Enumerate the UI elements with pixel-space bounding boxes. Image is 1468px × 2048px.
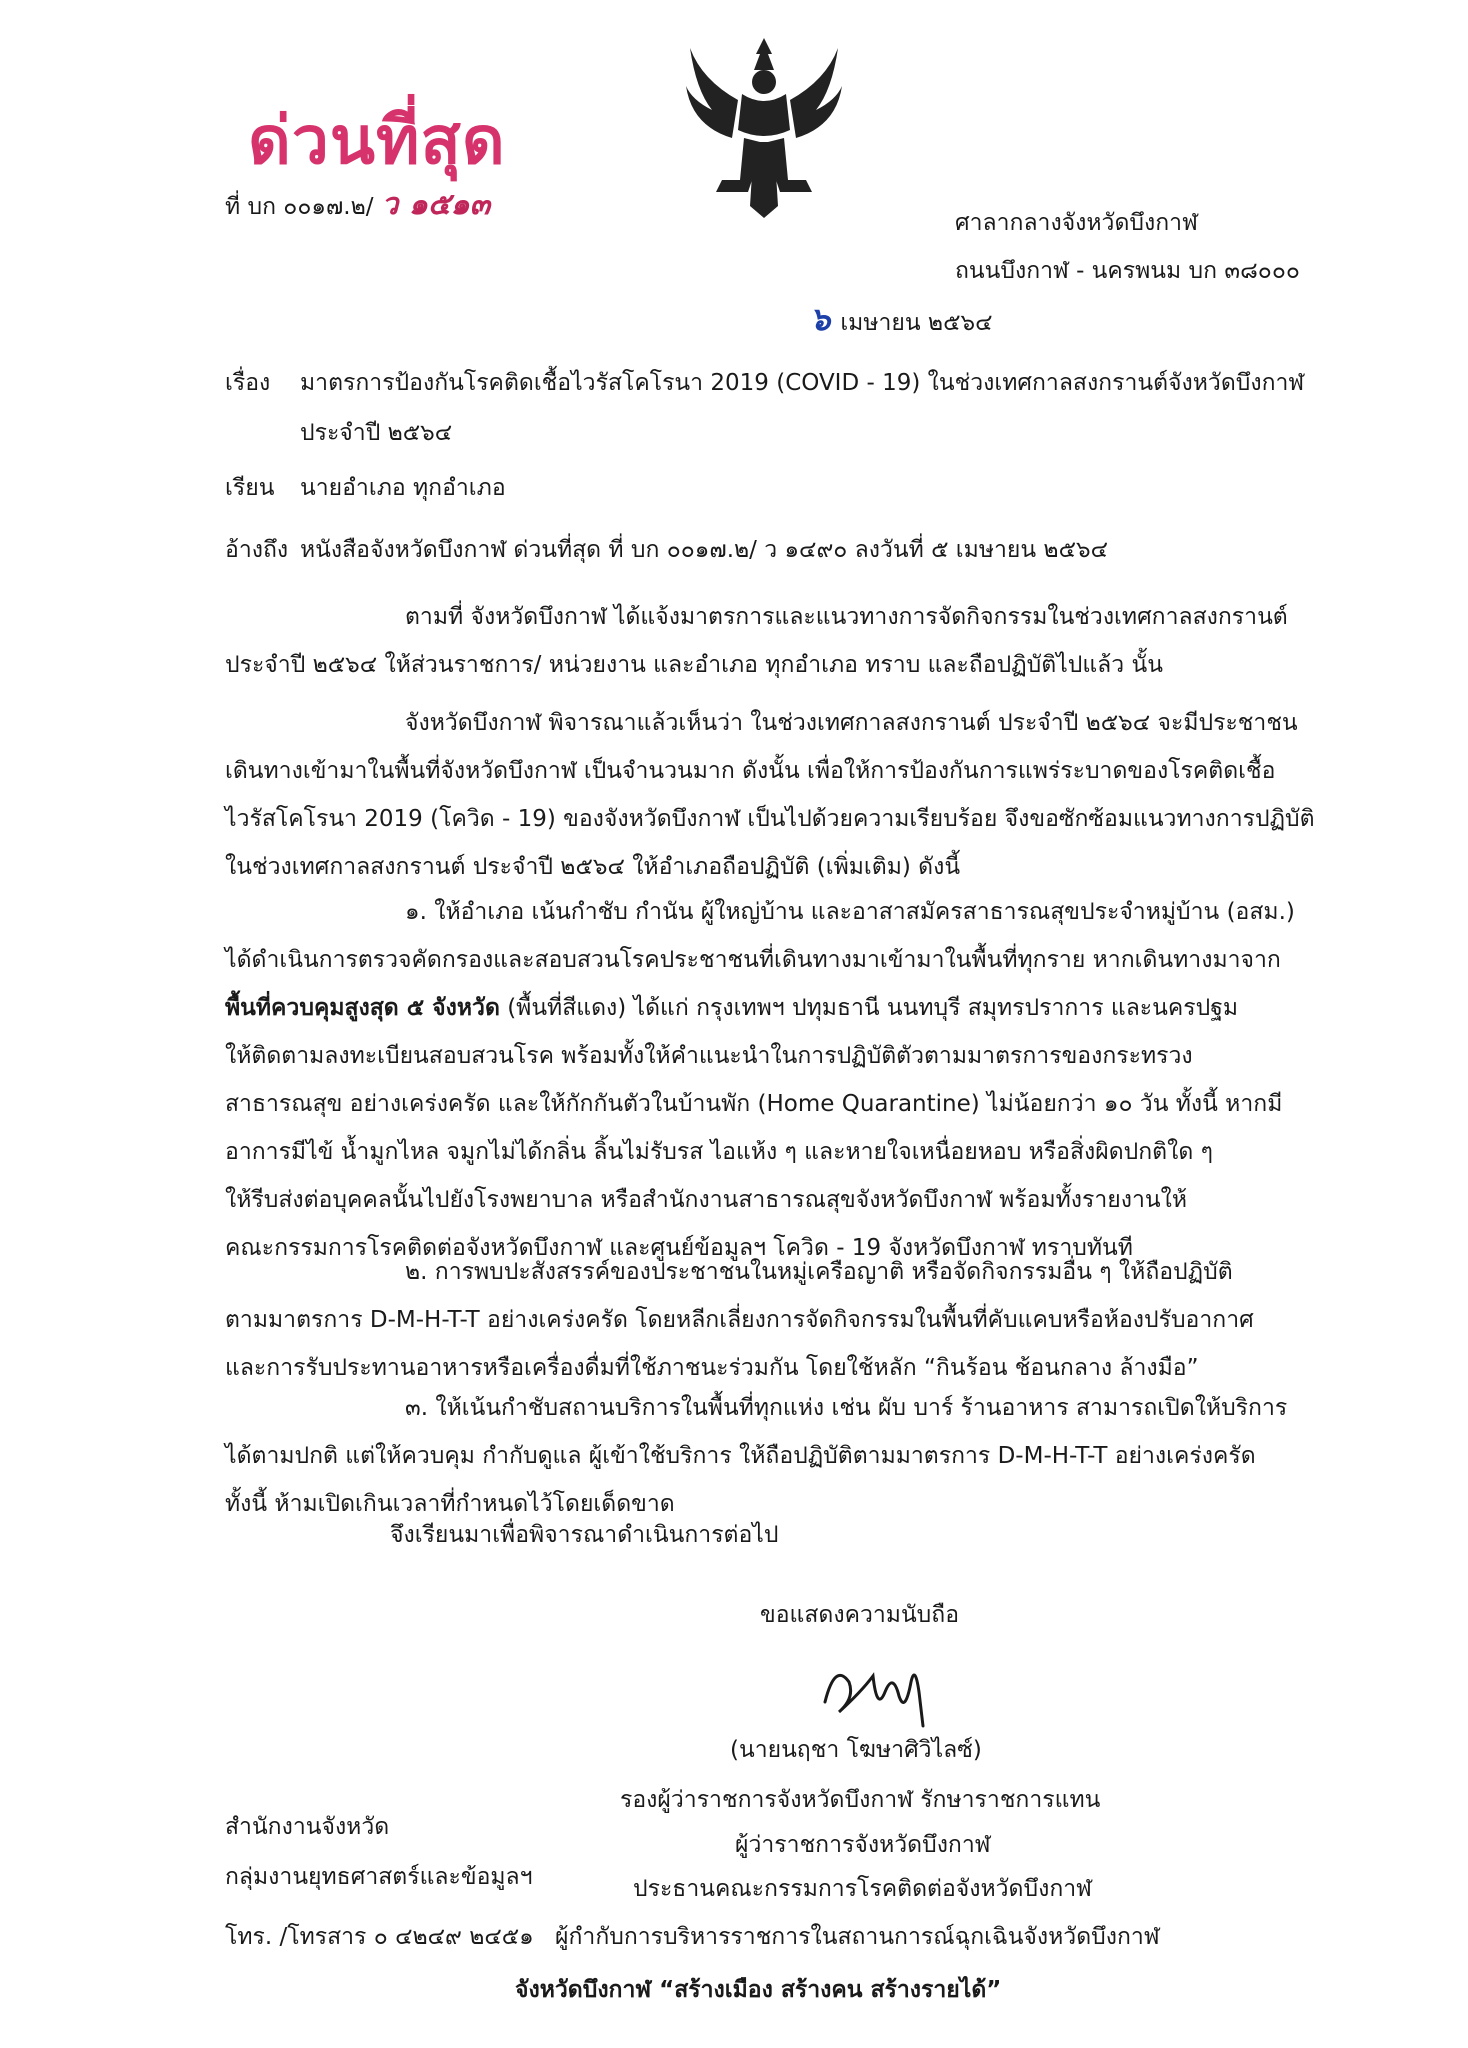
paragraph-1 [225, 602, 1353, 680]
paragraph-line: ในช่วงเทศกาลสงกรานต์ ประจำปี ๒๕๖๔ ให้อำเภอถือปฏิบัติ (เพิ่มเติม) ดังนี้ [225, 854, 961, 880]
paragraph-line: ได้ดำเนินการตรวจคัดกรองและสอบสวนโรคประชาชนที่เดินทางมาเข้ามาในพื้นที่ทุกราย หากเดินทางมาจาก [225, 947, 1281, 973]
paragraph-line: ตามที่ จังหวัดบึงกาฬ ได้แจ้งมาตรการและแนวทางการจัดกิจกรรมในช่วงเทศกาลสงกรานต์ [405, 604, 1288, 630]
reference-text: หนังสือจังหวัดบึงกาฬ ด่วนที่สุด ที่ บก ๐๐๑๗.๒/ ว ๑๔๙๐ ลงวันที่ ๕ เมษายน ๒๕๖๔ [300, 537, 1108, 563]
subject-text-continued: ประจำปี ๒๕๖๔ [300, 420, 453, 446]
paragraph-line: อาการมีไข้ น้ำมูกไหล จมูกไม่ได้กลิ่น ลิ้นไม่รับรส ไอแห้ง ๆ และหายใจเหนื่อยหอบ หรือสิ่งผิดปกติใด ๆ [225, 1139, 1213, 1165]
signer-position-1: รองผู้ว่าราชการจังหวัดบึงกาฬ รักษาราชการแทน [620, 1787, 1101, 1813]
paragraph-line: เดินทางเข้ามาในพื้นที่จังหวัดบึงกาฬ เป็นจำนวนมาก ดังนั้น เพื่อให้การป้องกันการแพร่ระบาดของโรคติดเชื้อ [225, 758, 1276, 784]
document-number [225, 187, 491, 222]
document-number-prefix: ที่ บก ๐๐๑๗.๒/ [225, 194, 374, 220]
paragraph-text: (พื้นที่สีแดง) ได้แก่ กรุงเทพฯ ปทุมธานี นนทบุรี สมุทรปราการ และนครปฐม [499, 995, 1239, 1021]
office-name: ศาลากลางจังหวัดบึงกาฬ [955, 210, 1198, 236]
paragraph-line: ๒. การพบปะสังสรรค์ของประชาชนในหมู่เครือญาติ หรือจัดกิจกรรมอื่น ๆ ให้ถือปฏิบัติ [405, 1259, 1233, 1285]
reference-line [225, 535, 1108, 565]
subject-text: มาตรการป้องกันโรคติดเชื้อไวรัสโคโรนา 2019 (COVID - 19) ในช่วงเทศกาลสงกรานต์จังหวัดบึงกาฬ [300, 370, 1305, 396]
paragraph-line: ๑. ให้อำเภอ เน้นกำชับ กำนัน ผู้ใหญ่บ้าน และอาสาสมัครสาธารณสุขประจำหมู่บ้าน (อสม.) [405, 899, 1295, 925]
paragraph-line [225, 993, 1353, 1023]
province-slogan: จังหวัดบึงกาฬ “สร้างเมือง สร้างคน สร้างรายได้” [515, 1977, 1002, 2003]
paragraph-line: คณะกรรมการโรคติดต่อจังหวัดบึงกาฬ และศูนย์ข้อมูลฯ โควิด - 19 จังหวัดบึงกาฬ ทราบทันที [225, 1235, 1133, 1261]
paragraph-line: สาธารณสุข อย่างเคร่งครัด และให้กักกันตัวในบ้านพัก (Home Quarantine) ไม่น้อยกว่า ๑๐ วัน ทั้งนี้ หากมี [225, 1091, 1283, 1117]
issuing-division: กลุ่มงานยุทธศาสตร์และข้อมูลฯ [225, 1864, 533, 1890]
subject-line [225, 368, 1304, 398]
signature-icon [815, 1652, 945, 1732]
signer-name: (นายนฤชา โฆษาศิวิไลซ์) [730, 1737, 982, 1763]
closing-statement: จึงเรียนมาเพื่อพิจารณาดำเนินการต่อไป [390, 1522, 779, 1548]
urgent-stamp: ด่วนที่สุด [248, 101, 506, 179]
recipient-line [225, 473, 506, 503]
paragraph-line: ไวรัสโคโรนา 2019 (โควิด - 19) ของจังหวัดบึงกาฬ เป็นไปด้วยความเรียบร้อย จึงขอซักซ้อมแนวทางการปฏิบัติ [225, 806, 1315, 832]
subject-label: เรื่อง [225, 370, 271, 396]
paragraph-line: ให้ติดตามลงทะเบียนสอบสวนโรค พร้อมทั้งให้คำแนะนำในการปฏิบัติตัวตามมาตรการของกระทรวง [225, 1043, 1193, 1069]
paragraph-line: ประจำปี ๒๕๖๔ ให้ส่วนราชการ/ หน่วยงาน และอำเภอ ทุกอำเภอ ทราบ และถือปฏิบัติไปแล้ว นั้น [225, 652, 1163, 678]
reference-label: อ้างถึง [225, 537, 289, 563]
recipient-label: เรียน [225, 475, 275, 501]
document-number-handwritten: ว ๑๕๑๓ [381, 187, 491, 222]
paragraph-2 [225, 708, 1353, 882]
date-day-handwritten: ๖ [810, 300, 831, 338]
highlighted-text: พื้นที่ควบคุมสูงสุด ๕ จังหวัด [225, 995, 500, 1021]
paragraph-line: ได้ตามปกติ แต่ให้ควบคุม กำกับดูแล ผู้เข้าใช้บริการ ให้ถือปฏิบัติตามมาตรการ D-M-H-T-T อย่างเคร่งครัด [225, 1443, 1256, 1469]
recipient-text: นายอำเภอ ทุกอำเภอ [300, 475, 506, 501]
closing-salutation: ขอแสดงความนับถือ [760, 1602, 960, 1628]
item-1 [225, 897, 1353, 1263]
signer-position-4: ผู้กำกับการบริหารราชการในสถานการณ์ฉุกเฉินจังหวัดบึงกาฬ [555, 1924, 1160, 1950]
date-month-year: เมษายน ๒๕๖๔ [840, 310, 993, 336]
paragraph-line: ทั้งนี้ ห้ามเปิดเกินเวลาที่กำหนดไว้โดยเด็ดขาด [225, 1491, 675, 1517]
paragraph-line: ให้รีบส่งต่อบุคคลนั้นไปยังโรงพยาบาล หรือสำนักงานสาธารณสุขจังหวัดบึงกาฬ พร้อมทั้งรายงานให้ [225, 1187, 1188, 1213]
item-2 [225, 1257, 1353, 1383]
paragraph-line: และการรับประทานอาหารหรือเครื่องดื่มที่ใช้ภาชนะร่วมกัน โดยใช้หลัก “กินร้อน ช้อนกลาง ล้างมือ” [225, 1355, 1199, 1381]
office-address: ถนนบึงกาฬ - นครพนม บก ๓๘๐๐๐ [955, 258, 1300, 284]
paragraph-line: ตามมาตรการ D-M-H-T-T อย่างเคร่งครัด โดยหลีกเลี่ยงการจัดกิจกรรมในพื้นที่คับแคบหรือห้องปรับอากาศ [225, 1307, 1254, 1333]
issuing-department: สำนักงานจังหวัด [225, 1814, 390, 1840]
paragraph-line: จังหวัดบึงกาฬ พิจารณาแล้วเห็นว่า ในช่วงเทศกาลสงกรานต์ ประจำปี ๒๕๖๔ จะมีประชาชน [405, 710, 1298, 736]
paragraph-line: ๓. ให้เน้นกำชับสถานบริการในพื้นที่ทุกแห่ง เช่น ผับ บาร์ ร้านอาหาร สามารถเปิดให้บริการ [405, 1395, 1288, 1421]
signer-position-3: ประธานคณะกรรมการโรคติดต่อจังหวัดบึงกาฬ [633, 1876, 1092, 1902]
contact-phone: โทร. /โทรสาร ๐ ๔๒๔๙ ๒๔๕๑ [225, 1924, 534, 1950]
signer-position-2: ผู้ว่าราชการจังหวัดบึงกาฬ [735, 1832, 991, 1858]
garuda-emblem-icon [682, 30, 847, 220]
item-3 [225, 1393, 1353, 1519]
document-date [810, 300, 993, 338]
